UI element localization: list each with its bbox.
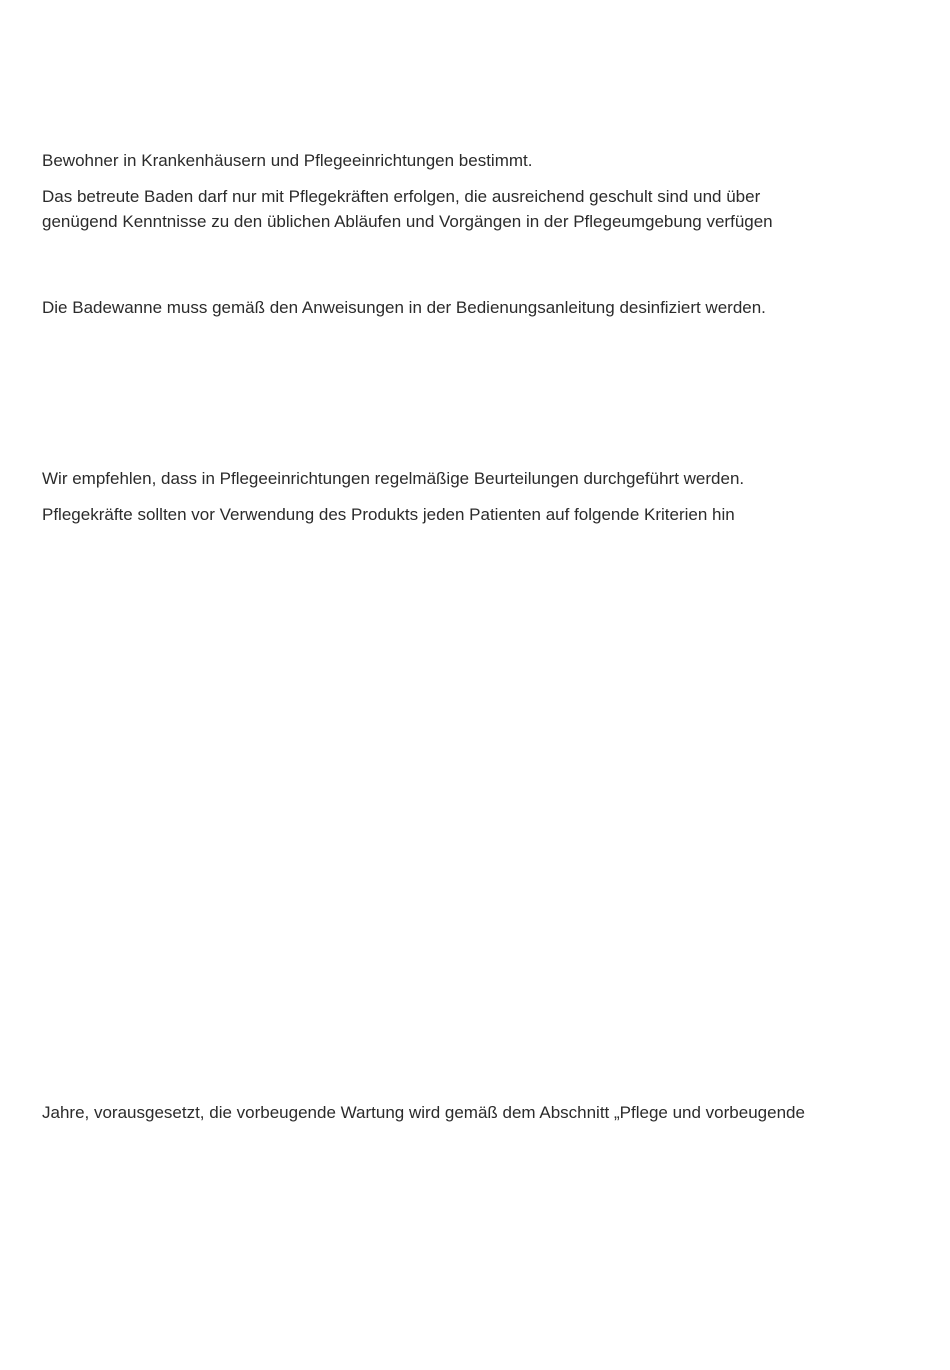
text-line: genügend Kenntnisse zu den üblichen Abläufen und Vorgängen in der Pflegeumgebung verfügen [42, 212, 773, 231]
text-line: Wir empfehlen, dass in Pflegeeinrichtungen regelmäßige Beurteilungen durchgeführt werden. [42, 469, 745, 488]
text-line: Das betreute Baden darf nur mit Pflegekräften erfolgen, die ausreichend geschult sind und über [42, 187, 761, 206]
text-line: Bewohner in Krankenhäusern und Pflegeeinrichtungen bestimmt. [42, 151, 533, 170]
text-line: Die Badewanne muss gemäß den Anweisungen in der Bedienungsanleitung desinfiziert werden. [42, 298, 766, 317]
text-line: Pflegekräfte sollten vor Verwendung des Produkts jeden Patienten auf folgende Kriterien hin [42, 505, 735, 524]
text-line: Jahre, vorausgesetzt, die vorbeugende Wartung wird gemäß dem Abschnitt „Pflege und vorbeugende [42, 1103, 805, 1122]
